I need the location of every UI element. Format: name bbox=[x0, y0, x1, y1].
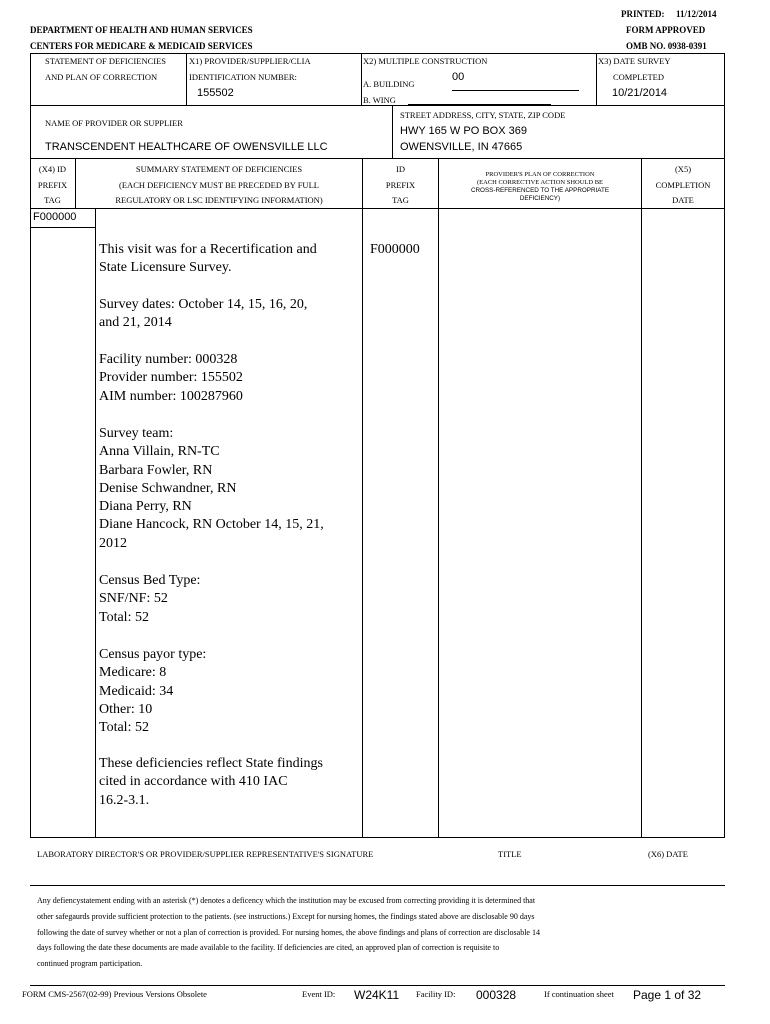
printed-date: 11/12/2014 bbox=[676, 9, 717, 19]
summary-paragraph-1: This visit was for a Recertification and State Licensure Survey. bbox=[99, 242, 317, 276]
x5-header-1: (X5) bbox=[674, 164, 692, 174]
x5-header-2: COMPLETION bbox=[655, 180, 711, 190]
summary-paragraph-5: Census Bed Type: SNF/NF: 52 Total: 52 bbox=[99, 573, 201, 625]
form-number: FORM CMS-2567(02-99) Previous Versions Obsolete bbox=[22, 989, 207, 999]
summary-header-3: REGULATORY OR LSC IDENTIFYING INFORMATION) bbox=[115, 195, 323, 205]
construction-value: 00 bbox=[452, 71, 465, 83]
event-id-value: W24K11 bbox=[354, 988, 400, 1002]
event-id-label: Event ID: bbox=[302, 989, 336, 999]
page-number: Page 1 of 32 bbox=[633, 988, 702, 1002]
centers-title: CENTERS FOR MEDICARE & MEDICAID SERVICES bbox=[30, 41, 253, 51]
address-label: STREET ADDRESS, CITY, STATE, ZIP CODE bbox=[400, 110, 566, 120]
id-header-2: PREFIX bbox=[385, 180, 416, 190]
disclaimer-line: continued program participation. bbox=[37, 959, 143, 968]
statement-label-2: AND PLAN OF CORRECTION bbox=[45, 72, 158, 82]
x1-label-1: X1) PROVIDER/SUPPLIER/CLIA bbox=[189, 56, 311, 66]
printed-label: PRINTED: bbox=[621, 9, 665, 19]
facility-id-value: 000328 bbox=[476, 988, 517, 1002]
id-header-1: ID bbox=[396, 164, 405, 174]
statement-label-1: STATEMENT OF DEFICIENCIES bbox=[45, 56, 167, 66]
address-line-1: HWY 165 W PO BOX 369 bbox=[400, 125, 527, 137]
plan-header-3: CROSS-REFERENCED TO THE APPROPRIATE bbox=[470, 187, 610, 194]
x3-label-2: COMPLETED bbox=[613, 72, 664, 82]
title-label: TITLE bbox=[498, 849, 522, 859]
x5-header-3: DATE bbox=[672, 195, 694, 205]
summary-paragraph-2: Survey dates: October 14, 15, 16, 20, and 21, 2014 bbox=[99, 297, 308, 331]
provider-id-value: 155502 bbox=[197, 87, 234, 99]
plan-header-1: PROVIDER'S PLAN OF CORRECTION bbox=[485, 171, 595, 178]
x3-label-1: X3) DATE SURVEY bbox=[598, 56, 671, 66]
summary-header-2: (EACH DEFICIENCY MUST BE PRECEDED BY FULL bbox=[119, 180, 319, 190]
x1-label-2: IDENTIFICATION NUMBER: bbox=[189, 72, 297, 82]
x4-header-3: TAG bbox=[44, 195, 61, 205]
id-header-3: TAG bbox=[392, 195, 409, 205]
summary-paragraph-7: These deficiencies reflect State findings cited in accordance with 410 IAC 16.2-3.1. bbox=[99, 756, 323, 808]
wing-label: B. WING bbox=[363, 95, 396, 105]
provider-name-value: TRANSCENDENT HEALTHCARE OF OWENSVILLE LLC bbox=[45, 141, 328, 153]
address-line-2: OWENSVILLE, IN 47665 bbox=[400, 141, 523, 153]
building-label: A. BUILDING bbox=[363, 79, 415, 89]
survey-date-value: 10/21/2014 bbox=[612, 87, 668, 99]
signature-label: LABORATORY DIRECTOR'S OR PROVIDER/SUPPLIER REPRESENTATIVE'S SIGNATURE bbox=[37, 849, 374, 859]
summary-paragraph-6: Census payor type: Medicare: 8 Medicaid: 34 Other: 10 Total: 52 bbox=[99, 647, 207, 736]
x4-header-2: PREFIX bbox=[37, 180, 68, 190]
plan-header-4: DEFICIENCY) bbox=[519, 195, 561, 202]
disclaimer-line: other safegaurds provide sufficient protection to the patients. (see instructions.) Except for nursing homes, the findings stated above are disclosable 90 days bbox=[37, 912, 535, 921]
prefix-tag: F000000 bbox=[33, 211, 77, 223]
omb-number: OMB NO. 0938-0391 bbox=[626, 41, 707, 51]
continuation-label: If continuation sheet bbox=[544, 989, 614, 999]
form-approved: FORM APPROVED bbox=[626, 25, 706, 35]
summary-paragraph-4: Survey team: Anna Villain, RN-TC Barbara Fowler, RN Denise Schwandner, RN Diana Perry, RN Diane Hancock, RN October 14, 15, 21, 2012 bbox=[99, 426, 324, 551]
x6-date-label: (X6) DATE bbox=[648, 849, 688, 859]
department-title: DEPARTMENT OF HEALTH AND HUMAN SERVICES bbox=[30, 25, 253, 35]
x2-label: X2) MULTIPLE CONSTRUCTION bbox=[363, 56, 488, 66]
disclaimer-line: following the date of survey whether or not a plan of correction is provided. For nursing homes, the above findings and plans of correction are disclosable 14 bbox=[37, 928, 540, 937]
id-tag: F000000 bbox=[370, 242, 420, 257]
summary-header-1: SUMMARY STATEMENT OF DEFICIENCIES bbox=[135, 164, 303, 174]
x4-header-1: (X4) ID bbox=[38, 164, 67, 174]
summary-paragraph-3: Facility number: 000328 Provider number: 155502 AIM number: 100287960 bbox=[99, 352, 243, 404]
facility-id-label: Facility ID: bbox=[416, 989, 456, 999]
disclaimer-line: Any defiencystatement ending with an asterisk (*) denotes a deficency which the institution may be excused from correcting providing it is determined that bbox=[37, 896, 536, 905]
provider-name-label: NAME OF PROVIDER OR SUPPLIER bbox=[45, 118, 183, 128]
plan-header-2: (EACH CORRECTIVE ACTION SHOULD BE bbox=[476, 179, 604, 186]
disclaimer-line: days following the date these documents are made available to the facility. If deficiencies are cited, an approved plan of correction is requisite to bbox=[37, 943, 500, 952]
